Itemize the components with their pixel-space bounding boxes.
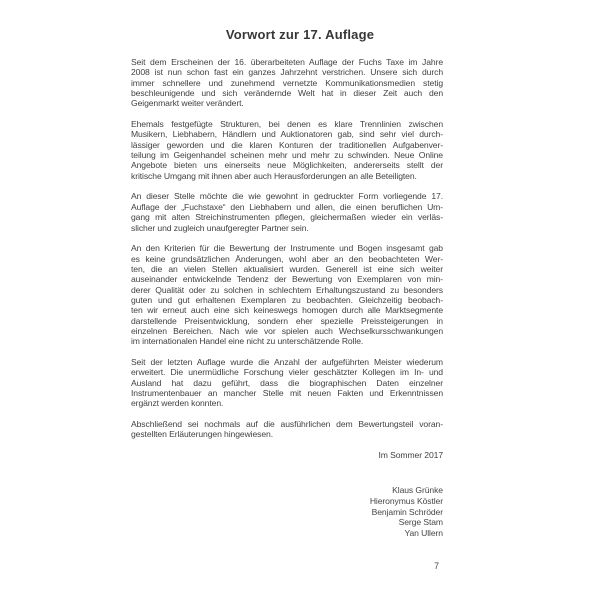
text-line: beschleunigende und sich verändernde Welt hat in dieser Zeit auch den	[131, 88, 443, 99]
page-title: Vorwort zur 17. Auflage	[225, 27, 375, 42]
text-line: gang mit alten Streichinstrumenten pflegen, gleichermaßen wieder ein verläs-	[131, 212, 443, 223]
text-line: lässiger geworden und die klaren Konturen der traditionellen Aufgabenver-	[131, 139, 443, 150]
signature-name: Serge Stam	[398, 517, 443, 528]
text-line: Abschließend sei nochmals auf die ausführlichen dem Bewertungsteil voran-	[131, 419, 443, 430]
text-line: Seit der letzten Auflage wurde die Anzahl der aufgeführten Meister wiederum	[131, 356, 443, 367]
text-line: Musikern, Liebhabern, Händlern und Auktionatoren gab, sind sehr viel durch-	[131, 129, 443, 140]
signature-name: Klaus Grünke	[392, 485, 443, 496]
text-line: Auflage der „Fuchstaxe“ den Liebhabern und allen, die einen beruflichen Um-	[131, 201, 443, 212]
text-line: darstellende Preisentwicklung, sondern eher spezielle Preissteigerungen in	[131, 315, 443, 326]
text-line: Ausland hat dazu geführt, dass die biographischen Daten einzelner	[131, 377, 443, 388]
text-line: ten wir erneut auch eine sich keineswegs homogen durch alle Marktsegmente	[131, 305, 443, 316]
text-line: ergänzt werden konnten.	[131, 398, 224, 409]
text-line: kritische Umgang mit ihnen aber auch Herausforderungen an alle Beteiligten.	[131, 170, 417, 181]
paragraph	[131, 419, 443, 440]
text-line: im internationalen Handel eine nicht zu unterschätzende Rolle.	[131, 336, 364, 347]
text-line: auseinander entwickelnde Tendenz der Bewertung von Exemplaren von min-	[131, 274, 443, 285]
signature-block	[131, 485, 443, 538]
text-line: immer schnellere und zunehmend vernetzte Kommunikationsmedien stetig	[131, 77, 443, 88]
paragraph	[131, 191, 443, 232]
date-line: Im Sommer 2017	[378, 450, 443, 461]
text-line: slicher und zugleich unaufgeregter Partner sein.	[131, 222, 309, 233]
signature-name: Hieronymus Köstler	[369, 496, 443, 506]
paragraph	[131, 357, 443, 409]
text-line: gestellten Erläuterungen hingewiesen.	[131, 429, 274, 440]
text-line: derer Qualität oder zu solchen in schlechtem Erhaltungszustand zu besonders	[131, 284, 443, 295]
text-line: teilung im Geigenhandel scheinen mehr und mehr zu schwinden. Neue Online	[131, 150, 443, 161]
preface-body	[131, 57, 443, 538]
signature-name: Yan Ullern	[404, 527, 443, 538]
text-line: Instrumentenbauer an mancher Stelle mit neuen Fakten und Erkenntnissen	[131, 388, 443, 398]
signature-name: Benjamin Schröder	[371, 506, 443, 517]
text-line: Ehemals festgefügte Strukturen, bei denen es klare Trennlinien zwischen	[131, 119, 443, 130]
text-line: es keine grundsätzlichen Änderungen, wohl aber an den beobachteten Wer-	[131, 253, 443, 264]
paragraph	[131, 57, 443, 109]
text-line: An dieser Stelle möchte die wie gewohnt in gedruckter Form vorliegende 17.	[131, 191, 443, 202]
text-line: An den Kriterien für die Bewertung der Instrumente und Bogen insgesamt gab	[131, 243, 443, 254]
text-line: Seit dem Erscheinen der 16. überarbeiteten Auflage der Fuchs Taxe im Jahre	[131, 57, 443, 67]
text-line: einzelnen Bereichen. Nach wie vor spielen auch Wechselkursschwankungen	[131, 325, 443, 336]
text-line: ten, die an vielen Stellen aktualisiert wurden. Generell ist eine sich weiter	[131, 263, 443, 274]
paragraphs-container	[131, 57, 443, 440]
text-line: Angebote bieten uns einerseits neue Möglichkeiten, andererseits stellt der	[131, 160, 443, 171]
paragraph	[131, 243, 443, 346]
text-line: 2008 ist nun schon fast ein ganzes Jahrzehnt verstrichen. Unsere sich durch	[131, 67, 443, 78]
page-number: 7	[434, 561, 439, 571]
text-line: erweitert. Die unermüdliche Forschung vieler geschätzter Kollegen im In- und	[131, 367, 443, 378]
text-line: guten und gut erhaltenen Exemplaren zu beobachten. Gleichzeitig beobach-	[131, 294, 443, 305]
paragraph	[131, 119, 443, 181]
text-line: Geigenmarkt weiter verändert.	[131, 98, 244, 109]
